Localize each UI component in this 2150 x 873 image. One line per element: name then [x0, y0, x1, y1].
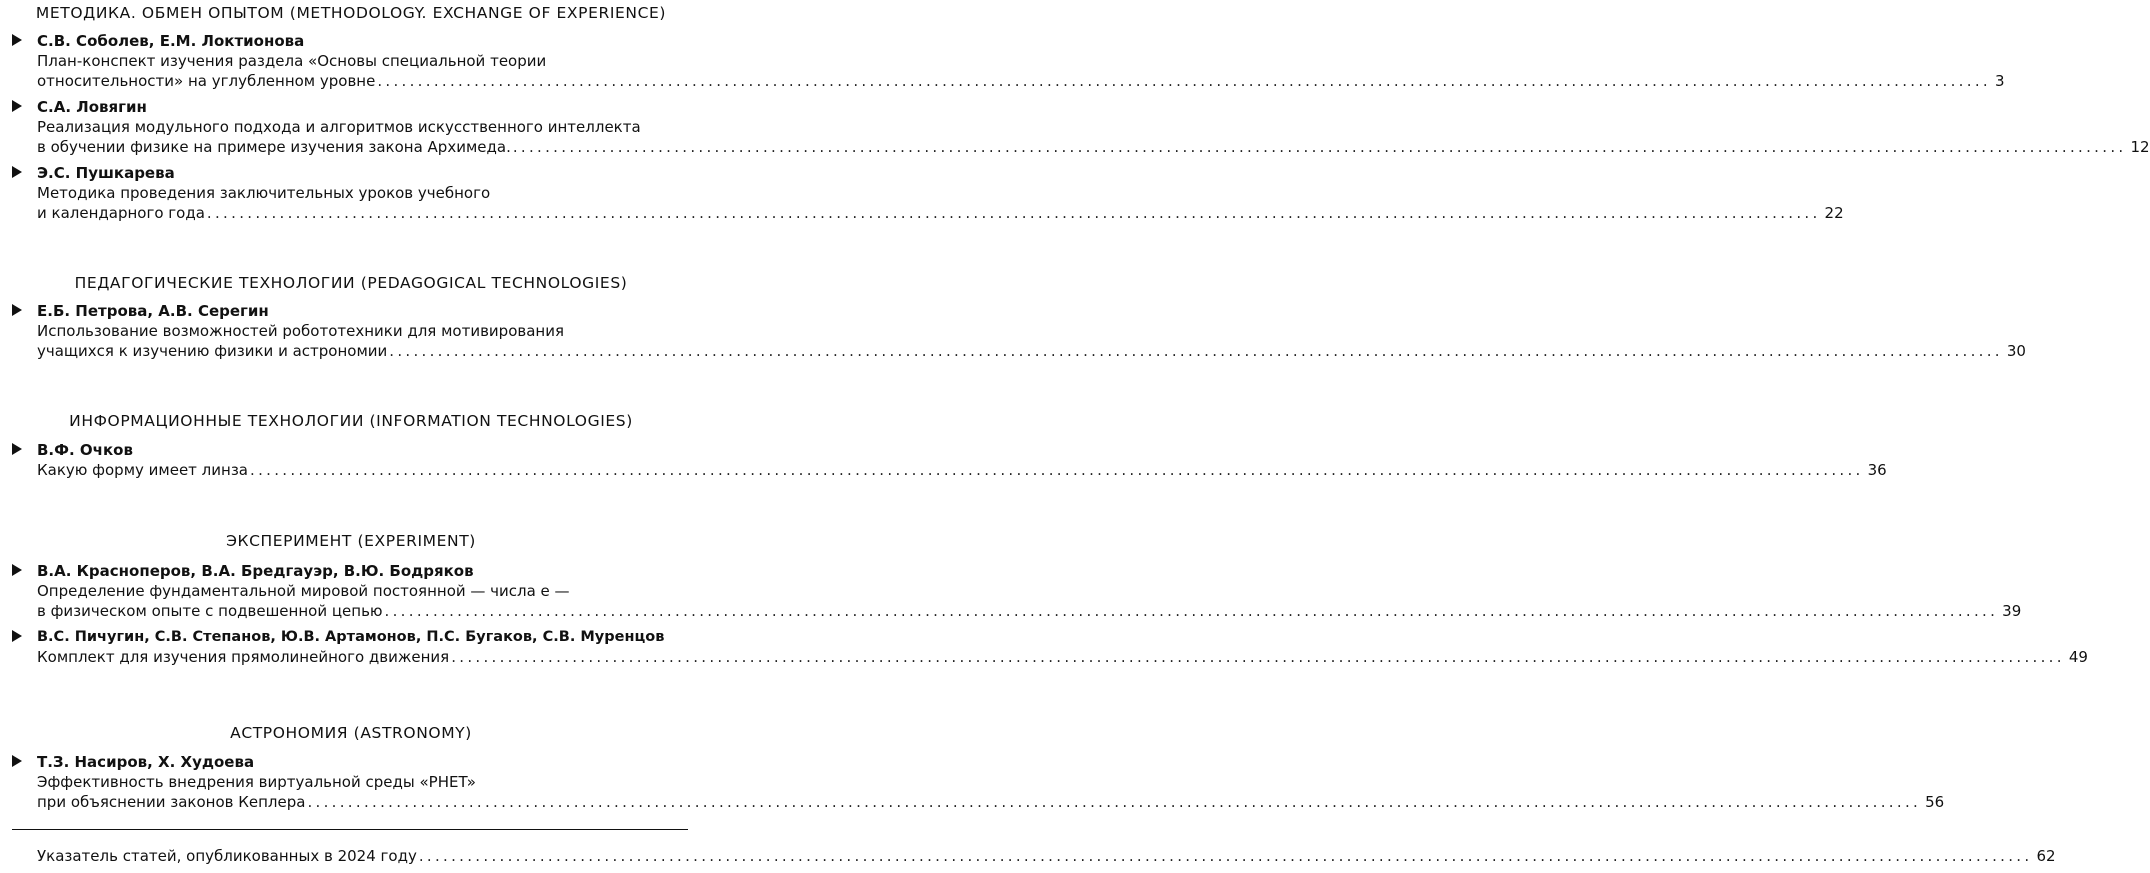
- entry-title-last-line: [37, 203, 1844, 223]
- entry-title-text: Какую форму имеет линза: [37, 461, 248, 479]
- footer-line: [37, 846, 2056, 866]
- page-number: 56: [1925, 793, 1945, 811]
- page-number: 3: [1994, 72, 2005, 90]
- page-number: 62: [2036, 847, 2056, 865]
- entry-title-text: Комплект для изучения прямолинейного движения: [37, 648, 450, 666]
- dot-leader: ........................................................................................................................................................................................................: [250, 461, 1864, 479]
- page-number: 49: [2068, 648, 2088, 666]
- triangle-right-icon: [12, 304, 22, 316]
- entry-title-line: Реализация модульного подхода и алгоритмов искусственного интеллекта: [37, 118, 641, 136]
- entry-title-last-line: [37, 341, 2026, 361]
- dot-leader: ........................................................................................................................................................................................................: [377, 72, 1991, 90]
- entry-title-text: в обучении физике на примере изучения закона Архимеда.: [37, 138, 511, 156]
- triangle-right-icon: [12, 166, 22, 178]
- section-title-astronomy: АСТРОНОМИЯ (ASTRONOMY): [230, 724, 472, 742]
- section-title-methodology: МЕТОДИКА. ОБМЕН ОПЫТОМ (METHODOLOGY. EXCHANGE OF EXPERIENCE): [35, 4, 667, 22]
- triangle-right-icon: [12, 630, 22, 642]
- page-number: 12: [2130, 138, 2150, 156]
- entry-title-text: учащихся к изучению физики и астрономии: [37, 342, 388, 360]
- entry-title-line: Эффективность внедрения виртуальной среды «PHET»: [37, 773, 476, 791]
- entry-title-line: Методика проведения заключительных уроков учебного: [37, 184, 491, 202]
- entry-title-text: и календарного года: [37, 204, 205, 222]
- dot-leader: ........................................................................................................................................................................................................: [389, 342, 2003, 360]
- entry-authors: Е.Б. Петрова, А.В. Серегин: [37, 302, 269, 320]
- triangle-right-icon: [12, 564, 22, 576]
- entry-title-last-line: [37, 792, 1945, 812]
- page-number: 30: [2006, 342, 2026, 360]
- page-number: 22: [1824, 204, 1844, 222]
- dot-leader: ........................................................................................................................................................................................................: [418, 847, 2033, 865]
- entry-title-line: План-конспект изучения раздела «Основы специальной теории: [37, 52, 547, 70]
- entry-title-line: Определение фундаментальной мировой постоянной — числа e —: [37, 582, 570, 600]
- entry-title-last-line: [37, 601, 2022, 621]
- entry-authors: Э.С. Пушкарева: [37, 164, 175, 182]
- section-title-experiment: ЭКСПЕРИМЕНТ (EXPERIMENT): [226, 532, 476, 550]
- page-number: 36: [1867, 461, 1887, 479]
- entry-authors: В.Ф. Очков: [37, 441, 133, 459]
- page-number: 39: [2002, 602, 2022, 620]
- dot-leader: ........................................................................................................................................................................................................: [512, 138, 2127, 156]
- dot-leader: ........................................................................................................................................................................................................: [206, 204, 1821, 222]
- triangle-right-icon: [12, 443, 22, 455]
- entry-authors: В.А. Красноперов, В.А. Бредгауэр, В.Ю. Бодряков: [37, 562, 474, 580]
- entry-title-last-line: [37, 460, 1887, 480]
- entry-title-line: Использование возможностей робототехники для мотивирования: [37, 322, 564, 340]
- dot-leader: ........................................................................................................................................................................................................: [307, 793, 1922, 811]
- divider-line: [12, 829, 688, 830]
- entry-title-text: при объяснении законов Кеплера: [37, 793, 306, 811]
- entry-title-last-line: [37, 71, 2005, 91]
- entry-authors: Т.З. Насиров, Х. Худоева: [37, 753, 255, 771]
- footer-text: Указатель статей, опубликованных в 2024 году: [37, 847, 417, 865]
- entry-authors: С.А. Ловягин: [37, 98, 147, 116]
- entry-title-text: относительности» на углубленном уровне: [37, 72, 376, 90]
- triangle-right-icon: [12, 755, 22, 767]
- entry-title-text: в физическом опыте с подвешенной цепью: [37, 602, 383, 620]
- dot-leader: ........................................................................................................................................................................................................: [451, 648, 2065, 666]
- entry-authors: В.С. Пичугин, С.В. Степанов, Ю.В. Артамонов, П.С. Бугаков, С.В. Муренцов: [37, 629, 665, 645]
- dot-leader: ........................................................................................................................................................................................................: [384, 602, 1999, 620]
- entry-authors: С.В. Соболев, Е.М. Локтионова: [37, 32, 305, 50]
- entry-title-last-line: [37, 647, 2088, 667]
- triangle-right-icon: [12, 34, 22, 46]
- triangle-right-icon: [12, 100, 22, 112]
- entry-title-last-line: [37, 137, 2150, 157]
- section-title-information: ИНФОРМАЦИОННЫЕ ТЕХНОЛОГИИ (INFORMATION TECHNOLOGIES): [69, 412, 633, 430]
- section-title-pedagogical: ПЕДАГОГИЧЕСКИЕ ТЕХНОЛОГИИ (PEDAGOGICAL TECHNOLOGIES): [74, 274, 628, 292]
